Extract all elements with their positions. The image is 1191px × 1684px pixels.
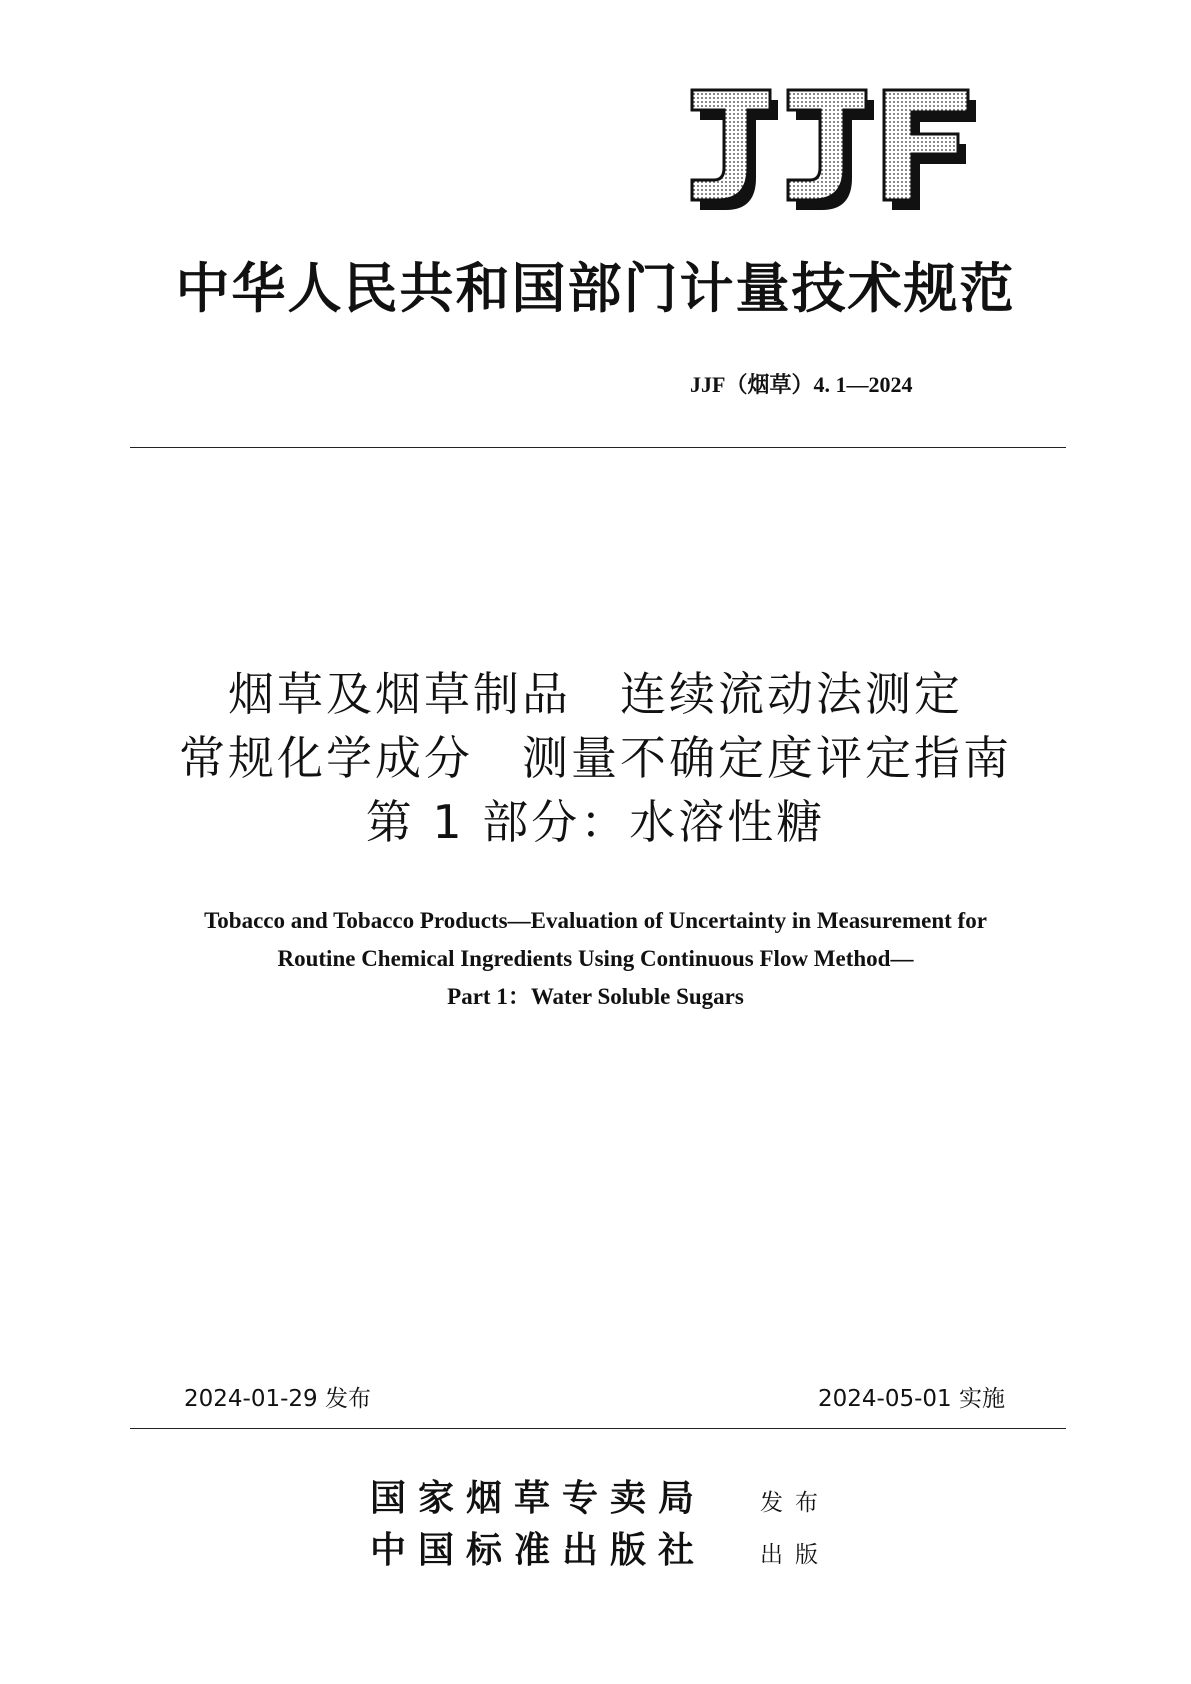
en-title-line-2: Routine Chemical Ingredients Using Continuous Flow Method— [277,946,914,971]
implementation-date: 2024-05-01 实施 [818,1386,1005,1412]
cn-title-line-1: 烟草及烟草制品 连续流动法测定 [228,667,963,721]
department-title: 中华人民共和国部门计量技术规范 [175,256,1016,320]
footer-divider [130,1428,1066,1429]
publisher-role: 出版 [760,1542,830,1568]
en-title-line-1: Tobacco and Tobacco Products—Evaluation of Uncertainty in Measurement for [204,908,987,933]
header-divider [130,447,1066,448]
cn-title-line-2: 常规化学成分 测量不确定度评定指南 [179,731,1012,785]
issuer-name: 国家烟草专卖局 [370,1477,707,1519]
publisher-name: 中国标准出版社 [370,1529,707,1571]
jjf-logo [688,88,984,212]
cn-title-line-3: 第 1 部分：水溶性糖 [365,795,826,849]
en-title-line-3: Part 1：Water Soluble Sugars [447,984,744,1009]
issuer-role: 发布 [760,1490,830,1516]
standard-number: JJF（烟草）4. 1—2024 [690,372,913,397]
issue-date: 2024-01-29 发布 [184,1386,371,1412]
